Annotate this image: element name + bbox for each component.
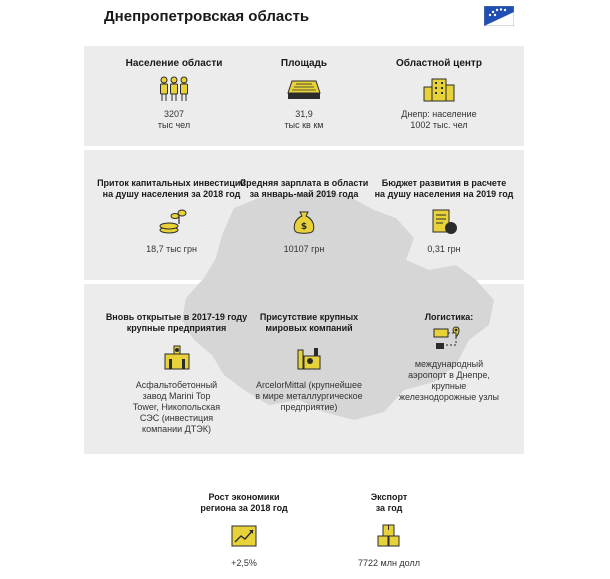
stat-value-line: в мире металлургическое	[255, 391, 363, 401]
stat-export	[329, 492, 449, 569]
stat-label-line2: крупные предприятия	[126, 323, 227, 333]
stat-area	[234, 58, 374, 131]
stat-value: 0,31 грн	[427, 244, 461, 254]
stat-label: Областной центр	[396, 58, 482, 69]
logistics-icon	[432, 323, 466, 353]
stat-value-line: железнодорожные узлы	[398, 392, 500, 402]
band-economy	[84, 458, 524, 579]
stat-label-line2: на душу населения на 2019 год	[374, 189, 514, 199]
stat-label-line1: Присутствие крупных	[259, 312, 359, 322]
stat-value-line: Асфальтобетонный	[135, 380, 218, 390]
stat-value-line: СЭС (инвестиция	[139, 413, 214, 423]
stat-value-line: международный	[414, 359, 484, 369]
stat-label-line1: Экспорт	[370, 492, 408, 502]
stat-value-line: завод Marini Top	[142, 391, 211, 401]
stat-label-line1: Бюджет развития в расчете	[381, 178, 507, 188]
stat-label-line2: за январь-май 2019 года	[249, 189, 359, 199]
growth-chart-icon	[229, 522, 259, 550]
svg-text:$: $	[300, 222, 308, 232]
stat-value: 7722 млн долл	[358, 558, 420, 568]
stat-label-line1: Средняя зарплата в области	[239, 178, 369, 188]
money-bag-icon	[289, 206, 319, 236]
stat-label-line2: региона за 2018 год	[200, 503, 288, 513]
stat-label-line1: Приток капитальных инвестиций	[97, 178, 246, 188]
stat-value: 10107 грн	[283, 244, 325, 254]
stat-label: Население области	[125, 58, 223, 69]
stat-value: +2,5%	[231, 558, 257, 568]
city-icon	[422, 75, 456, 103]
stat-value: 3207	[163, 109, 185, 119]
stat-label-line1: Логистика:	[424, 312, 474, 322]
stat-label-line2: мировых компаний	[265, 323, 353, 333]
stat-value-line: ArcelorMittal (крупнейшее	[256, 380, 362, 390]
header	[84, 0, 524, 44]
stat-unit: тыс чел	[157, 120, 191, 130]
stat-budget	[369, 178, 519, 255]
stat-unit: тыс кв км	[284, 120, 324, 130]
stat-label-line2: за год	[375, 503, 403, 513]
stat-salary	[234, 178, 374, 255]
area-icon	[286, 75, 322, 103]
stat-value-line: крупные	[431, 381, 467, 391]
region-flag-icon	[484, 6, 514, 26]
budget-icon	[429, 206, 459, 236]
stat-value: 18,7 тыс грн	[146, 244, 197, 254]
page-title: Днепропетровская область	[104, 8, 310, 25]
export-boxes-icon	[374, 522, 404, 550]
stat-value-line: предприятие)	[280, 402, 338, 412]
stat-value: 31,9	[295, 109, 313, 119]
stat-economic-growth	[184, 492, 304, 569]
stat-value-line: Tower, Никопольская	[132, 402, 221, 412]
infographic-page	[84, 0, 524, 579]
stat-global-companies	[234, 312, 384, 413]
stat-value-line: компании ДТЭК)	[142, 424, 211, 434]
stat-value: Днепр: население	[401, 109, 477, 119]
stat-unit: 1002 тыс. чел	[410, 120, 468, 130]
stat-label: Площадь	[280, 58, 328, 69]
stat-value-line: аэропорт в Днепре,	[408, 370, 490, 380]
industry-icon	[294, 342, 324, 372]
stat-center	[364, 58, 514, 131]
stat-label-line1: Рост экономики	[208, 492, 280, 502]
stat-logistics	[384, 312, 514, 403]
stat-investment	[94, 178, 249, 255]
population-icon	[157, 75, 191, 103]
factory-icon	[162, 342, 192, 372]
stat-label-line1: Вновь открытые в 2017-19 году	[105, 312, 248, 322]
investment-icon	[157, 206, 187, 236]
stat-label-line2: на душу населения за 2018 год	[102, 189, 241, 199]
stat-population	[104, 58, 244, 131]
